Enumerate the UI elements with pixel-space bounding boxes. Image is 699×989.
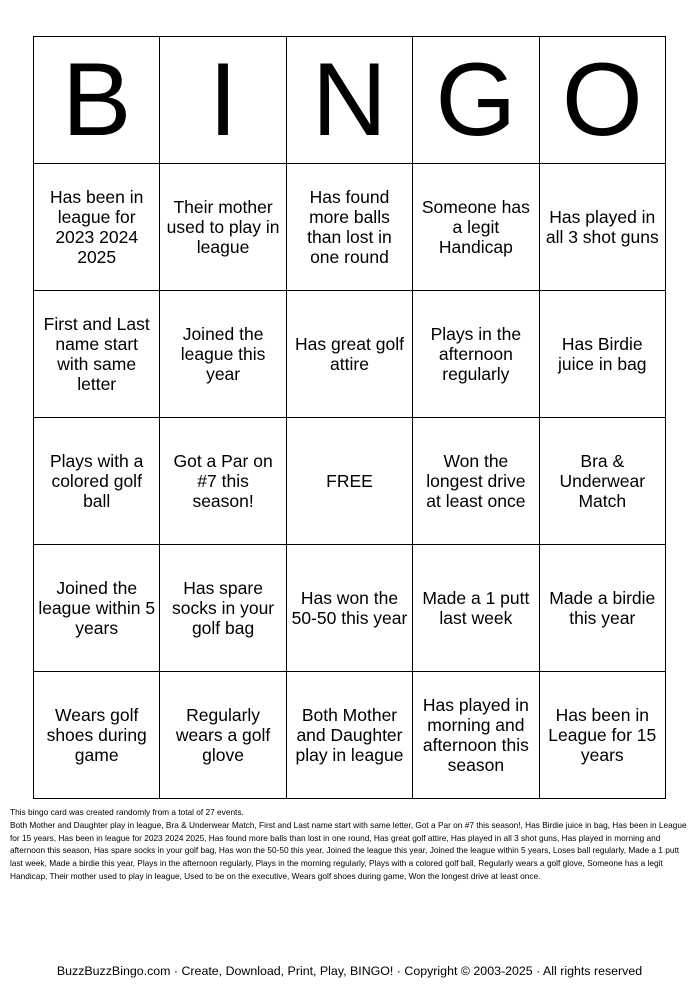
bingo-card	[33, 36, 666, 799]
bingo-cell: Bra & Underwear Match	[539, 418, 665, 545]
page-footer: BuzzBuzzBingo.com · Create, Download, Print, Play, BINGO! · Copyright © 2003-2025 · All rights reserved	[56, 964, 643, 978]
header-letter-o: O	[539, 37, 665, 164]
free-space-cell: FREE	[286, 418, 412, 545]
bingo-cell: Has Birdie juice in bag	[539, 291, 665, 418]
bingo-cell: Their mother used to play in league	[160, 164, 286, 291]
bingo-cell: Has won the 50-50 this year	[286, 545, 412, 672]
bingo-header-row	[34, 37, 666, 164]
card-info	[10, 806, 690, 883]
bingo-cell: Plays in the afternoon regularly	[413, 291, 539, 418]
bingo-cell: Made a 1 putt last week	[413, 545, 539, 672]
bingo-row-3	[34, 418, 666, 545]
bingo-row-4	[34, 545, 666, 672]
header-letter-n: N	[286, 37, 412, 164]
bingo-cell: Has played in all 3 shot guns	[539, 164, 665, 291]
bingo-cell: Someone has a legit Handicap	[413, 164, 539, 291]
card-summary: This bingo card was created randomly from a total of 27 events.	[10, 807, 244, 817]
bingo-cell: Got a Par on #7 this season!	[160, 418, 286, 545]
bingo-cell: Regularly wears a golf glove	[160, 672, 286, 799]
bingo-cell: Won the longest drive at least once	[413, 418, 539, 545]
bingo-row-2	[34, 291, 666, 418]
bingo-cell: Has been in league for 2023 2024 2025	[34, 164, 160, 291]
bingo-cell: Both Mother and Daughter play in league	[286, 672, 412, 799]
bingo-cell: Joined the league within 5 years	[34, 545, 160, 672]
bingo-cell: Has found more balls than lost in one round	[286, 164, 412, 291]
bingo-cell: Wears golf shoes during game	[34, 672, 160, 799]
bingo-cell: Made a birdie this year	[539, 545, 665, 672]
bingo-row-5	[34, 672, 666, 799]
event-list: Both Mother and Daughter play in league, Bra & Underwear Match, First and Last name start with same letter, Got a Par on #7 this season!, Has Birdie juice in bag, Has been in League for 15 years, Has been in league for 2023 2024 2025, Has found more balls than lost in one round, Has great golf attire, Has played in all 3 shot guns, Has played in morning and afternoon this season, Has spare socks in your golf bag, Has won the 50-50 this year, Joined the league this year, Joined the league within 5 years, Loses ball regularly, Made a 1 putt last week, Made a birdie this year, Plays in the afternoon regularly, Plays in the morning regularly, Plays with a colored golf ball, Regularly wears a golf glove, Someone has a legit Handicap, Their mother used to play in league, Used to be on the executive, Wears golf shoes during game, Won the longest drive at least once.	[10, 819, 687, 881]
bingo-cell: Joined the league this year	[160, 291, 286, 418]
bingo-cell: First and Last name start with same letter	[34, 291, 160, 418]
bingo-cell: Plays with a colored golf ball	[34, 418, 160, 545]
header-letter-g: G	[413, 37, 539, 164]
header-letter-b: B	[34, 37, 160, 164]
bingo-cell: Has great golf attire	[286, 291, 412, 418]
header-letter-i: I	[160, 37, 286, 164]
bingo-cell: Has been in League for 15 years	[539, 672, 665, 799]
bingo-cell: Has spare socks in your golf bag	[160, 545, 286, 672]
bingo-cell: Has played in morning and afternoon this season	[413, 672, 539, 799]
bingo-row-1	[34, 164, 666, 291]
